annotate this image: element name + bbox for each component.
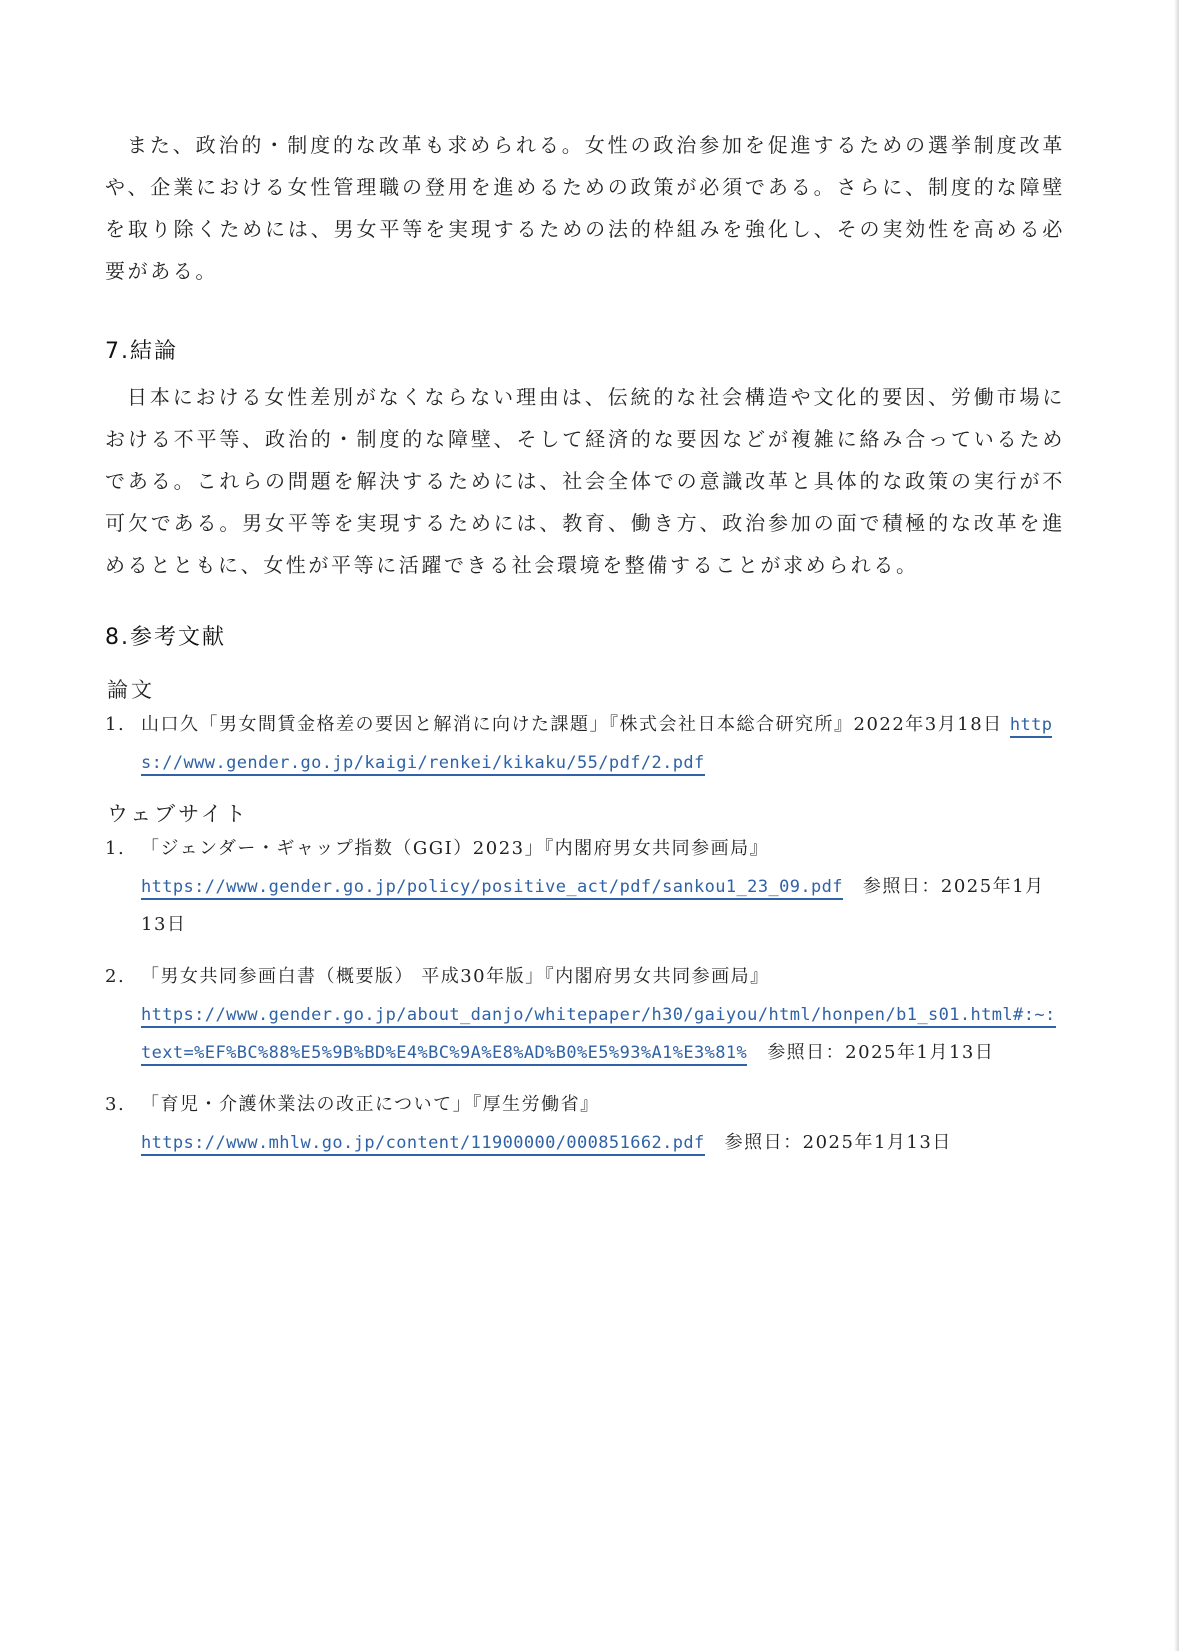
page-edge-shadow (1174, 0, 1179, 1651)
reference-text: 「育児・介護休業法の改正について」『厚生労働省』 (141, 1094, 600, 1115)
websites-list (105, 830, 1065, 1162)
reference-number: 2. (105, 966, 126, 987)
reference-access-date: 参照日：2025年1月13日 (724, 1132, 952, 1153)
reference-access-date: 参照日：2025年1月13日 (141, 876, 1045, 935)
intro-paragraph: また、政治的・制度的な改革も求められる。女性の政治参加を促進するための選挙制度改革や、企業における女性管理職の登用を進めるための政策が必須である。さらに、制度的な障壁を取り除くためには、男女平等を実現するための法的枠組みを強化し、その実効性を高める必要がある。 (105, 133, 1065, 283)
paper-reference-1 (105, 706, 1065, 782)
page-content (105, 124, 1065, 1162)
reference-number: 1. (105, 714, 126, 735)
reference-link[interactable]: https://www.gender.go.jp/policy/positive_act/pdf/sankou1_23_09.pdf (141, 877, 843, 900)
section-8-heading: 8.参考文献 (105, 625, 226, 650)
reference-access-date: 参照日：2025年1月13日 (767, 1042, 995, 1063)
reference-text: 「ジェンダー・ギャップ指数（GGI）2023」『内閣府男女共同参画局』 (141, 838, 770, 859)
reference-link[interactable]: https://www.gender.go.jp/kaigi/renkei/kikaku/55/pdf/2.pdf (141, 715, 1052, 776)
website-reference-1 (105, 830, 1065, 944)
reference-text: 山口久「男女間賃金格差の要因と解消に向けた課題」『株式会社日本総合研究所』2022年3月18日 (141, 714, 1003, 735)
section-7-heading: 7.結論 (105, 339, 178, 364)
website-reference-2 (105, 958, 1065, 1072)
reference-number: 1. (105, 838, 126, 859)
website-reference-3 (105, 1086, 1065, 1162)
reference-text: 「男女共同参画白書（概要版） 平成30年版」『内閣府男女共同参画局』 (141, 966, 770, 987)
conclusion-paragraph: 日本における女性差別がなくならない理由は、伝統的な社会構造や文化的要因、労働市場における不平等、政治的・制度的な障壁、そして経済的な要因などが複雑に絡み合っているためである。これらの問題を解決するためには、社会全体での意識改革と具体的な政策の実行が不可欠である。男女平等を実現するためには、教育、働き方、政治参加の面で積極的な改革を進めるとともに、女性が平等に活躍できる社会環境を整備することが求められる。 (105, 385, 1065, 577)
websites-subheading: ウェブサイト (107, 802, 249, 826)
papers-list (105, 706, 1065, 782)
reference-link[interactable]: https://www.gender.go.jp/about_danjo/whitepaper/h30/gaiyou/html/honpen/b1_s01.html#:~:text=%EF%BC%88%E5%9B%BD%E4%BC%9A%E8%AD%B0%E5%93%A1%E3%81% (141, 1005, 1056, 1066)
reference-number: 3. (105, 1094, 126, 1115)
reference-link[interactable]: https://www.mhlw.go.jp/content/11900000/000851662.pdf (141, 1133, 705, 1156)
papers-subheading: 論文 (107, 678, 155, 702)
